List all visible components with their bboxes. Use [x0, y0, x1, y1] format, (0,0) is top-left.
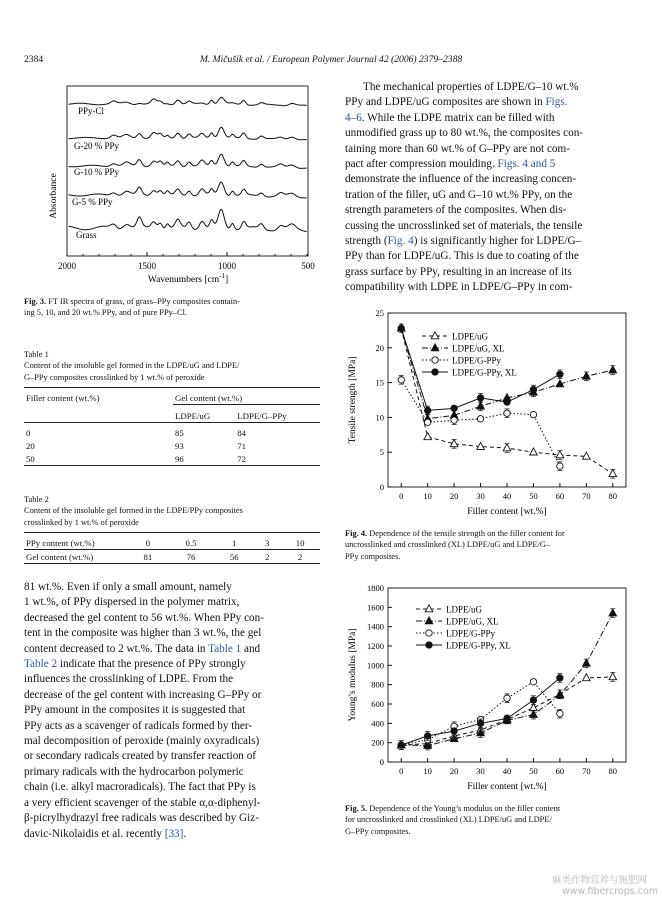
text-line: decreased the gel content to 56 wt.%. When PPy con-: [24, 611, 264, 624]
fig4-data-point: [424, 407, 430, 413]
fig5-data-point: [609, 673, 617, 680]
text-line: primary radicals with the hydrocarbon polymeric: [24, 765, 244, 778]
fig5-y-tick-label: 1000: [367, 660, 384, 671]
figs-4-6-link[interactable]: 4–6: [345, 111, 362, 124]
fig4-y-axis-label: Tensile strength [MPa]: [348, 356, 358, 444]
fig3-y-axis-label: Absorbance: [49, 173, 59, 219]
text-line: compatibility with LDPE in LDPE/G–PPy in com-: [345, 281, 573, 294]
fig4-x-tick-label: 20: [449, 491, 459, 501]
fig4-legend-marker: [431, 332, 439, 339]
fig5-y-tick-label: 400: [371, 718, 384, 729]
fig5-data-point: [530, 710, 538, 717]
table-row: [24, 423, 320, 440]
table1-cell: 20: [26, 440, 35, 451]
fig5-data-point: [609, 609, 617, 616]
fig4-data-point: [398, 377, 404, 383]
fig5-y-axis-label: Young’s modulus [MPa]: [348, 628, 358, 722]
table1-link[interactable]: Table 1: [208, 642, 242, 655]
table1-subheader-uG: LDPE/uG: [173, 405, 235, 423]
text-line: taining more than 60 wt.% of G–PPy are not com-: [345, 142, 570, 155]
table2-cell: 10: [295, 537, 305, 548]
right-column-text: [345, 80, 639, 296]
table2-cell: 76: [168, 550, 215, 564]
fig5-series-line: [401, 613, 613, 746]
table2-cell: 56: [214, 550, 254, 564]
text-line: Table 2 indicate that the presence of PPy strongly: [24, 658, 246, 671]
fig5-data-point: [557, 675, 563, 681]
table2-cell: 2: [280, 550, 320, 564]
watermark-line-2: www.fibercrops.com: [562, 886, 659, 897]
fig4-x-axis-label: Filler content [wt.%]: [467, 507, 547, 517]
fig4-data-point: [583, 452, 591, 459]
text-line: decrease of the gel content with increasing G–PPy or: [24, 688, 262, 701]
fig5-y-tick-label: 600: [371, 699, 384, 709]
fig4-x-tick-label: 50: [529, 491, 538, 501]
fig4-data-point: [398, 325, 404, 331]
fig5-data-point: [504, 695, 510, 701]
text-line: cussing the uncrosslinked set of materials, the tensile: [345, 219, 583, 232]
fig4-series-2: [398, 375, 563, 470]
fig5-data-point: [583, 674, 591, 681]
text-line: 1 wt.%, of PPy dispersed in the polymer matrix,: [24, 596, 240, 609]
text-line: content decreased to 2 wt.%. The data in Table 1 and: [24, 642, 261, 655]
fig3-label-grass: Grass: [76, 230, 97, 240]
fig3-x-tick-2000: 2000: [58, 261, 76, 271]
fig5-youngs-modulus-chart: [340, 580, 640, 795]
fig5-x-axis-label: Filler content [wt.%]: [467, 782, 547, 792]
fig4-data-point: [451, 405, 457, 411]
table2-row2-label: Gel content (wt.%): [24, 550, 128, 564]
fig4-data-point: [504, 399, 510, 405]
fig4-y-tick-label: 25: [375, 308, 384, 318]
fig5-x-tick-label: 40: [502, 766, 512, 776]
fig4-y-tick-label: 20: [375, 342, 384, 353]
fig5-legend-label: LDPE/G-PPy, XL: [446, 640, 511, 651]
table1-header-filler: Filler content (wt.%): [26, 392, 100, 403]
text-line: a very efficient scavenger of the stable α,α-diphenyl-: [24, 796, 261, 809]
fig4-legend: [422, 332, 517, 378]
table2-link[interactable]: Table 2: [24, 658, 58, 671]
fig5-series-2: [398, 679, 563, 750]
fig3-x-tick-1000: 1000: [218, 261, 236, 271]
table1-caption-line-2: G–PPy composites crosslinked by 1 wt.% of peroxide: [24, 372, 205, 382]
table1-header-gel: Gel content (wt.%): [175, 392, 243, 403]
text-line: tration of the filler, uG and G–10 wt.% PPy, on the: [345, 188, 573, 201]
running-header: M. Mičušík et al. / European Polymer Journal 42 (2006) 2379–2388: [199, 54, 463, 65]
table1: [24, 349, 320, 466]
fig5-x-tick-label: 80: [608, 766, 618, 776]
fig4-data-point: [424, 433, 432, 440]
fig4-y-tick-label: 10: [375, 412, 384, 423]
table2: [24, 494, 320, 564]
table1-cell: 84: [237, 427, 247, 438]
fig3-x-axis-label: Wavenumbers $[cm^{-1}]$: [147, 272, 229, 285]
watermark-line-1: 麻类作物营养与施肥网: [552, 875, 648, 886]
fig3-ftir-spectra: [40, 78, 330, 288]
text-line: demonstrate the influence of the increasing concen-: [345, 173, 577, 186]
text-line: The mechanical properties of LDPE/G–10 wt.%: [363, 81, 579, 93]
fig4-data-point: [556, 451, 564, 458]
table-row: [24, 452, 320, 466]
fig4-y-tick-label: 5: [379, 447, 384, 458]
fig5-plot-frame: [388, 588, 626, 762]
fig4-legend-label: LDPE/uG, XL: [452, 343, 505, 354]
table2-title: Table 2: [24, 495, 49, 504]
text-line: chain (i.e. alkyl macroradicals). The fact that PPy is: [24, 781, 256, 794]
fig4-legend-marker: [431, 344, 439, 351]
table1-cell: 72: [237, 453, 247, 464]
fig5-x-tick-label: 30: [476, 766, 485, 776]
text-line: 4–6. While the LDPE matrix can be filled with: [345, 111, 555, 124]
fig3-label-g5: G-5 % PPy: [72, 197, 113, 207]
fig5-data-point: [583, 659, 591, 666]
table1-cell: 93: [175, 440, 184, 451]
table2-cell: 0.5: [185, 537, 197, 548]
fig4-data-point: [477, 395, 483, 401]
fig5-y-tick-label: 0: [379, 757, 384, 767]
table1-caption-line-1: Content of the insoluble gel formed in the LDPE/uG and LDPE/: [24, 361, 240, 371]
text-line: unmodified grass up to 80 wt.%, the composites con-: [345, 127, 584, 140]
table2-cell: 3: [264, 537, 270, 548]
text-line: mal decomposition of peroxide (mainly oxyradicals): [24, 735, 260, 748]
table1-title: Table 1: [24, 350, 49, 359]
text-line: strength (Fig. 4) is significantly higher for LDPE/G–: [345, 235, 582, 248]
fig5-y-tick-label: 800: [371, 679, 384, 690]
text-line: PPy amount in the composites it is suggested that: [24, 704, 246, 717]
table-row: [24, 550, 320, 564]
fig5-legend-label: LDPE/G-PPy: [446, 628, 496, 639]
fig5-x-tick-label: 0: [399, 766, 404, 776]
fig3-spectra-curves: [69, 97, 307, 231]
fig4-tensile-strength-chart: [340, 305, 640, 520]
text-line: influences the crosslinking of LDPE. From the: [24, 673, 234, 686]
table1-subheader-row: [24, 405, 320, 423]
fig5-legend-marker: [426, 642, 432, 648]
fig4-link[interactable]: Fig. 4: [387, 235, 414, 248]
fig4-data-point: [503, 444, 511, 451]
fig3-caption: Fig. 3. FT IR spectra of grass, of grass–PPy composites contain- ing 5, 10, and 20 wt.% PPy, and of pure PPy–Cl.: [24, 297, 240, 318]
fig4-data-point: [530, 386, 536, 392]
fig5-data-point: [557, 710, 563, 716]
text-line: strength parameters of the composites. When dis-: [345, 204, 567, 217]
fig5-caption: Fig. 5. Dependence of the Young’s modulus on the filler content for uncrosslinked and crosslinked (XL) LDPE/uG and LDPE/ G–PPy composites.: [345, 804, 561, 836]
fig5-legend-label: LDPE/uG: [446, 604, 482, 615]
table1-subheader-gppy: LDPE/G–PPy: [235, 405, 320, 423]
fig5-legend-marker: [426, 630, 432, 636]
fig4-data-point: [451, 417, 457, 423]
table-row: [24, 439, 320, 452]
fig4-y-tick-label: 0: [379, 482, 384, 492]
fig4-x-tick-label: 10: [423, 491, 432, 501]
fig4-data-point: [424, 419, 430, 425]
fig3-label-g20: G-20 % PPy: [74, 141, 120, 151]
fig5-data-point: [530, 697, 536, 703]
table2-caption-line-1: Content of the insoluble gel formed in the LDPE/PPy composites: [24, 506, 243, 516]
fig5-x-tick-label: 50: [529, 766, 538, 776]
table1-cell: 71: [237, 440, 247, 451]
fig4-x-tick-label: 30: [476, 491, 485, 501]
table1-cell: 50: [26, 453, 35, 464]
fig3-spectrum-curve: [69, 182, 307, 198]
table2-cell: 81: [128, 550, 168, 564]
fig4-x-tick-label: 60: [555, 491, 565, 501]
fig4-data-point: [530, 411, 536, 417]
fig3-spectrum-curve: [69, 209, 307, 231]
fig5-y-tick-label: 200: [371, 737, 384, 748]
ref-33-link[interactable]: [33]: [164, 827, 184, 840]
fig4-data-point: [530, 448, 538, 455]
figs-4-5-link[interactable]: Figs. 4 and 5: [497, 158, 556, 171]
table2-caption-line-2: crosslinked by 1 wt.% of peroxide: [24, 517, 139, 527]
fig4-legend-label: LDPE/G-PPy: [452, 355, 502, 366]
text-line: 81 wt.%. Even if only a small amount, namely: [24, 581, 232, 593]
page-number: 2384: [24, 54, 44, 65]
fig3-spectrum-curve: [69, 97, 307, 105]
fig4-data-point: [609, 366, 617, 373]
fig5-legend-label: LDPE/uG, XL: [446, 616, 499, 627]
fig5-data-point: [451, 728, 457, 734]
table1-cell: 0: [26, 427, 31, 438]
fig4-x-tick-label: 40: [502, 491, 512, 501]
fig4-data-point: [504, 410, 510, 416]
table2-grid: [24, 532, 320, 564]
fig4-data-point: [557, 463, 563, 469]
fig5-data-point: [504, 715, 510, 721]
fig5-y-tick-label: 1600: [367, 602, 384, 613]
fig4-x-tick-label: 80: [608, 491, 618, 501]
fig5-data-point: [477, 720, 483, 726]
table1-cell: 85: [175, 427, 184, 438]
table1-cell: 96: [175, 453, 184, 464]
fig3-label-ppy-cl: PPy-Cl: [78, 106, 105, 116]
left-column-text: [24, 580, 320, 842]
fig3-x-tick-1500: 1500: [138, 261, 156, 271]
fig5-legend-marker: [425, 605, 433, 612]
fig3-spectrum-curve: [69, 127, 307, 139]
table2-row1-label: PPy content (wt.%): [26, 537, 95, 548]
fig5-y-tick-label: 1400: [367, 621, 384, 632]
table1-header-row: [24, 388, 320, 405]
fig4-x-tick-label: 70: [582, 491, 591, 501]
fig3-label-g10: G-10 % PPy: [74, 167, 120, 177]
fig5-data-point: [530, 679, 536, 685]
table2-cell: 1: [232, 537, 237, 548]
text-line: PPy than for LDPE/uG. This is due to coating of the: [345, 250, 579, 263]
fig5-data-point: [398, 742, 404, 748]
fig4-legend-marker: [432, 369, 438, 375]
fig5-x-tick-label: 60: [555, 766, 565, 776]
fig5-legend: [416, 605, 511, 651]
table1-grid: [24, 387, 320, 466]
fig5-y-tick-label: 1200: [367, 641, 384, 651]
text-line: PPy and LDPE/uG composites are shown in Figs.: [345, 96, 568, 109]
fig4-legend-marker: [432, 357, 438, 363]
fig4-legend-label: LDPE/uG: [452, 331, 488, 342]
text-line: davic-Nikolaidis et al. recently [33].: [24, 827, 187, 840]
fig4-caption: Fig. 4. Dependence of the tensile strength on the filler content for uncrosslinked and crosslinked (XL) LDPE/uG and LDPE/G– PPy composites.: [345, 529, 565, 561]
text-line: or secondary radicals created by transfer reaction of: [24, 750, 257, 763]
table2-cell: 0: [145, 537, 151, 548]
fig5-x-tick-label: 20: [449, 766, 459, 776]
fig4-data-point: [477, 416, 483, 422]
fig5-y-tick-label: 1800: [367, 583, 384, 593]
table-row: [24, 533, 320, 550]
text-line: grass surface by PPy, resulting in an increase of its: [345, 265, 572, 278]
figs-link[interactable]: Figs.: [545, 96, 568, 109]
fig5-data-point: [424, 733, 430, 739]
fig4-legend-label: LDPE/G-PPy, XL: [452, 367, 517, 378]
fig5-legend-marker: [425, 617, 433, 624]
fig5-x-tick-label: 10: [423, 766, 432, 776]
text-line: PPy acts as a scavenger of radicals formed by ther-: [24, 719, 253, 732]
fig5-x-tick-label: 70: [582, 766, 591, 776]
text-line: β-picrylhydrazyl free radicals was described by Giz-: [24, 812, 259, 825]
fig4-data-point: [609, 470, 617, 477]
text-line: pact after compression moulding. Figs. 4 and 5: [345, 158, 556, 171]
fig4-data-point: [557, 371, 563, 377]
fig4-y-tick-label: 15: [375, 377, 384, 388]
fig3-x-tick-500: 500: [301, 261, 315, 271]
table2-cell: 2: [254, 550, 280, 564]
text-line: tent in the composite was higher than 3 wt.%, the gel: [24, 627, 262, 640]
fig4-x-tick-label: 0: [399, 491, 404, 501]
